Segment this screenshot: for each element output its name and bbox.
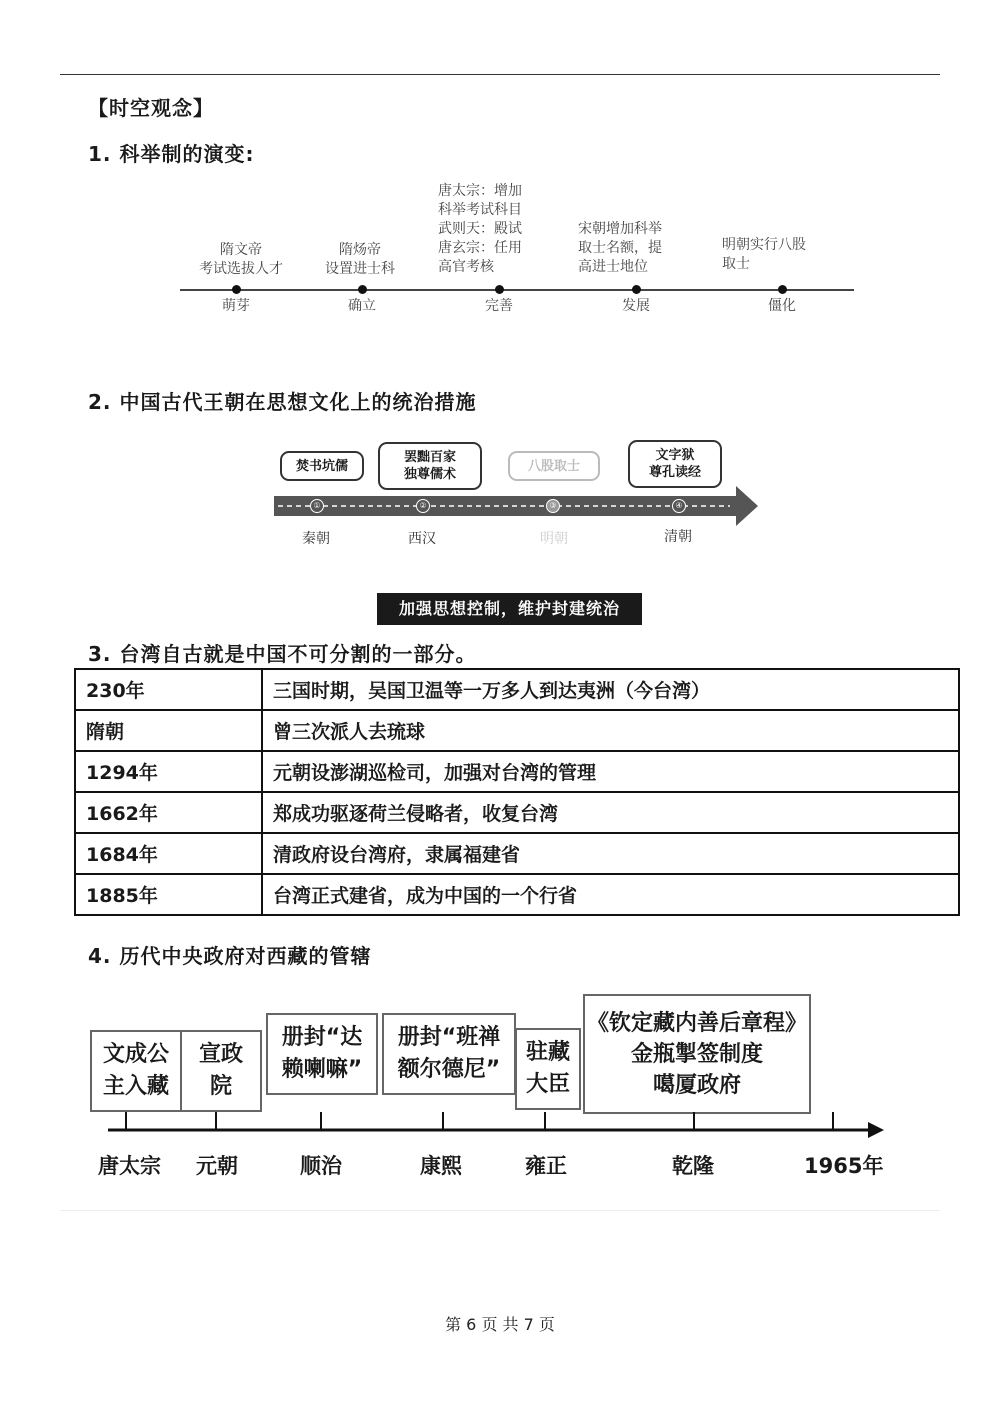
section-title: 【时空观念】 bbox=[88, 96, 214, 120]
s4-tick-3 bbox=[320, 1112, 322, 1130]
s1-event-5: 明朝实行八股 取士 bbox=[722, 237, 806, 272]
s4-box-1: 文成公 主入藏 bbox=[90, 1030, 182, 1112]
s1-event-3: 唐太宗：增加 科举考试科目 武则天：殿试 唐玄宗：任用 高官考核 bbox=[438, 183, 522, 275]
s2-era-3: 明朝 bbox=[540, 531, 568, 547]
row-event: 曾三次派人去琉球 bbox=[262, 710, 959, 751]
row-year: 230年 bbox=[75, 669, 262, 710]
row-year: 1294年 bbox=[75, 751, 262, 792]
s4-tick-2 bbox=[215, 1112, 217, 1130]
s2-measure-3: 八股取士 bbox=[508, 451, 600, 481]
taiwan-table bbox=[74, 668, 960, 916]
table-row bbox=[75, 792, 959, 833]
table-row bbox=[75, 710, 959, 751]
s4-timeline-axis bbox=[108, 1118, 886, 1142]
s1-stage-2: 确立 bbox=[348, 298, 376, 314]
s4-label-2: 元朝 bbox=[196, 1154, 238, 1178]
s1-stage-1: 萌芽 bbox=[222, 298, 250, 314]
s1-stage-5: 僵化 bbox=[768, 298, 796, 314]
s2-banner: 加强思想控制，维护封建统治 bbox=[377, 593, 642, 625]
s1-dot-4 bbox=[632, 285, 641, 294]
s2-marker-2: ② bbox=[416, 499, 430, 513]
s3-title: 3. 台湾自古就是中国不可分割的一部分。 bbox=[88, 642, 477, 666]
s2-era-1: 秦朝 bbox=[302, 531, 330, 547]
table-row bbox=[75, 874, 959, 915]
s2-era-2: 西汉 bbox=[408, 531, 436, 547]
s4-label-6: 乾隆 bbox=[672, 1154, 714, 1178]
s4-box-5: 驻藏 大臣 bbox=[515, 1028, 581, 1110]
s1-dot-2 bbox=[358, 285, 367, 294]
row-event: 三国时期，吴国卫温等一万多人到达夷洲（今台湾） bbox=[262, 669, 959, 710]
row-event: 清政府设台湾府，隶属福建省 bbox=[262, 833, 959, 874]
bottom-rule bbox=[60, 1210, 940, 1211]
s2-measure-4: 文字狱 尊孔读经 bbox=[628, 440, 722, 488]
s1-event-2: 隋炀帝 设置进士科 bbox=[325, 242, 395, 277]
s2-marker-3: ③ bbox=[546, 499, 560, 513]
row-event: 郑成功驱逐荷兰侵略者，收复台湾 bbox=[262, 792, 959, 833]
table-row bbox=[75, 833, 959, 874]
s4-box-3: 册封“达 赖喇嘛” bbox=[266, 1013, 378, 1095]
s1-stage-3: 完善 bbox=[485, 298, 513, 314]
s1-event-4: 宋朝增加科举 取士名额，提 高进士地位 bbox=[578, 221, 662, 275]
s2-marker-1: ① bbox=[310, 499, 324, 513]
page-footer: 第 6 页 共 7 页 bbox=[445, 1315, 555, 1334]
s4-tick-7 bbox=[832, 1112, 834, 1130]
s2-marker-4: ④ bbox=[672, 499, 686, 513]
row-year: 1885年 bbox=[75, 874, 262, 915]
s4-label-7: 1965年 bbox=[804, 1154, 884, 1178]
table-row bbox=[75, 669, 959, 710]
row-event: 台湾正式建省，成为中国的一个行省 bbox=[262, 874, 959, 915]
row-year: 隋朝 bbox=[75, 710, 262, 751]
s2-arrow bbox=[274, 484, 760, 528]
top-rule bbox=[60, 74, 940, 75]
s4-box-6: 《钦定藏内善后章程》 金瓶掣签制度 噶厦政府 bbox=[583, 994, 811, 1114]
s1-timeline-axis bbox=[180, 289, 854, 291]
s4-tick-6 bbox=[693, 1112, 695, 1130]
s1-stage-4: 发展 bbox=[622, 298, 650, 314]
s4-title: 4. 历代中央政府对西藏的管辖 bbox=[88, 944, 372, 968]
table-row bbox=[75, 751, 959, 792]
s2-title: 2. 中国古代王朝在思想文化上的统治措施 bbox=[88, 390, 477, 414]
s1-title: 1. 科举制的演变: bbox=[88, 142, 255, 166]
s4-label-5: 雍正 bbox=[525, 1154, 567, 1178]
s4-label-1: 唐太宗 bbox=[98, 1154, 161, 1178]
s2-measure-1: 焚书坑儒 bbox=[280, 451, 364, 481]
s1-dot-5 bbox=[778, 285, 787, 294]
row-event: 元朝设澎湖巡检司，加强对台湾的管理 bbox=[262, 751, 959, 792]
s4-tick-1 bbox=[125, 1112, 127, 1130]
s4-tick-4 bbox=[442, 1112, 444, 1130]
s1-event-1: 隋文帝 考试选拔人才 bbox=[199, 242, 283, 277]
s4-label-4: 康熙 bbox=[420, 1154, 462, 1178]
row-year: 1684年 bbox=[75, 833, 262, 874]
s1-dot-1 bbox=[232, 285, 241, 294]
s4-label-3: 顺治 bbox=[300, 1154, 342, 1178]
s4-box-2: 宣政 院 bbox=[180, 1030, 262, 1112]
s2-era-4: 清朝 bbox=[664, 529, 692, 545]
s4-box-4: 册封“班禅 额尔德尼” bbox=[382, 1013, 516, 1095]
s2-measure-2: 罢黜百家 独尊儒术 bbox=[378, 442, 482, 490]
row-year: 1662年 bbox=[75, 792, 262, 833]
s1-dot-3 bbox=[495, 285, 504, 294]
s4-tick-5 bbox=[544, 1112, 546, 1130]
